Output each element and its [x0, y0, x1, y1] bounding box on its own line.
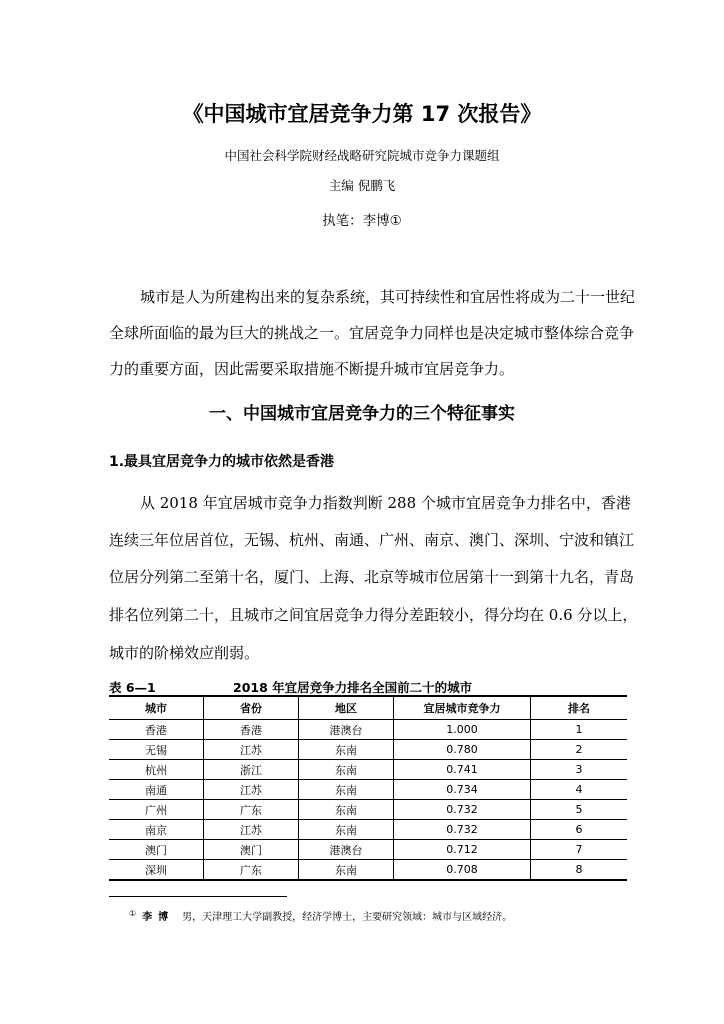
writer-line: 执笔：李博①: [322, 213, 402, 229]
cell-region: 东南: [299, 820, 394, 840]
editor-line: 主编 倪鹏飞: [328, 178, 396, 193]
footnote-author: 李博: [142, 912, 175, 923]
cell-rank: 6: [531, 820, 628, 840]
cell-rank: 2: [531, 740, 628, 760]
cell-score: 0.732: [394, 800, 531, 820]
intro-line: 力的重要方面，因此需要采取措施不断提升城市宜居竞争力。: [109, 360, 515, 378]
header-score: 宜居城市竞争力: [394, 696, 531, 720]
cell-rank: 8: [531, 860, 628, 881]
footnote-text: 男，天津理工大学副教授，经济学博士，主要研究领域：城市与区域经济。: [182, 912, 513, 923]
intro-line: 城市是人为所建构出来的复杂系统，其可持续性和宜居性将成为二十一世纪: [140, 288, 636, 306]
section-heading: 一、中国城市宜居竞争力的三个特征事实: [209, 404, 515, 424]
header-province: 省份: [204, 696, 299, 720]
header-city: 城市: [109, 696, 204, 720]
footnote-divider: [109, 896, 287, 897]
body-line: 排名位列第二十，且城市之间宜居竞争力得分差距较小，得分均在 0.6 分以上，: [109, 606, 638, 624]
cell-region: 东南: [299, 800, 394, 820]
organization-line: 中国社会科学院财经战略研究院城市竞争力课题组: [224, 148, 500, 163]
cell-city: 澳门: [109, 840, 204, 860]
table-row: [109, 740, 627, 760]
table-header-row: [109, 696, 627, 720]
cell-score: 0.741: [394, 760, 531, 780]
cell-score: 0.708: [394, 860, 531, 881]
cell-city: 南通: [109, 780, 204, 800]
cell-region: 东南: [299, 780, 394, 800]
cell-city: 深圳: [109, 860, 204, 881]
body-line: 从 2018 年宜居城市竞争力指数判断 288 个城市宜居竞争力排名中，香港: [140, 494, 631, 512]
table-row: [109, 860, 627, 881]
cell-city: 杭州: [109, 760, 204, 780]
cell-province: 香港: [204, 720, 299, 740]
header-rank: 排名: [531, 696, 628, 720]
table-row: [109, 720, 627, 740]
report-title: 《中国城市宜居竞争力第 17 次报告》: [182, 102, 542, 126]
cell-region: 东南: [299, 860, 394, 881]
body-line: 位居分列第二至第十名，厦门、上海、北京等城市位居第十一到第十九名，青岛: [109, 568, 635, 586]
cell-city: 南京: [109, 820, 204, 840]
subheading: 1.最具宜居竞争力的城市依然是香港: [109, 454, 335, 470]
cell-province: 澳门: [204, 840, 299, 860]
cell-rank: 4: [531, 780, 628, 800]
cell-city: 香港: [109, 720, 204, 740]
cell-score: 1.000: [394, 720, 531, 740]
footnote: [129, 908, 512, 923]
ranking-table: [109, 695, 627, 881]
cell-score: 0.712: [394, 840, 531, 860]
cell-region: 港澳台: [299, 840, 394, 860]
table-row: [109, 780, 627, 800]
cell-rank: 1: [531, 720, 628, 740]
table-row: [109, 840, 627, 860]
cell-score: 0.732: [394, 820, 531, 840]
footnote-marker: ①: [129, 908, 137, 918]
cell-region: 港澳台: [299, 720, 394, 740]
cell-province: 浙江: [204, 760, 299, 780]
cell-province: 江苏: [204, 740, 299, 760]
cell-province: 广东: [204, 860, 299, 881]
cell-rank: 7: [531, 840, 628, 860]
intro-line: 全球所面临的最为巨大的挑战之一。宜居竞争力同样也是决定城市整体综合竞争: [109, 324, 635, 342]
body-line: 连续三年位居首位，无锡、杭州、南通、广州、南京、澳门、深圳、宁波和镇江: [109, 531, 635, 549]
table-row: [109, 760, 627, 780]
header-region: 地区: [299, 696, 394, 720]
cell-province: 江苏: [204, 780, 299, 800]
table-label: 表 6—1: [109, 680, 156, 695]
body-line: 城市的阶梯效应削弱。: [109, 644, 260, 662]
cell-province: 江苏: [204, 820, 299, 840]
table-row: [109, 820, 627, 840]
cell-city: 广州: [109, 800, 204, 820]
cell-province: 广东: [204, 800, 299, 820]
cell-rank: 5: [531, 800, 628, 820]
table-caption: 2018 年宜居竞争力排名全国前二十的城市: [233, 680, 473, 695]
cell-score: 0.780: [394, 740, 531, 760]
cell-score: 0.734: [394, 780, 531, 800]
table-row: [109, 800, 627, 820]
cell-region: 东南: [299, 760, 394, 780]
cell-region: 东南: [299, 740, 394, 760]
cell-city: 无锡: [109, 740, 204, 760]
cell-rank: 3: [531, 760, 628, 780]
